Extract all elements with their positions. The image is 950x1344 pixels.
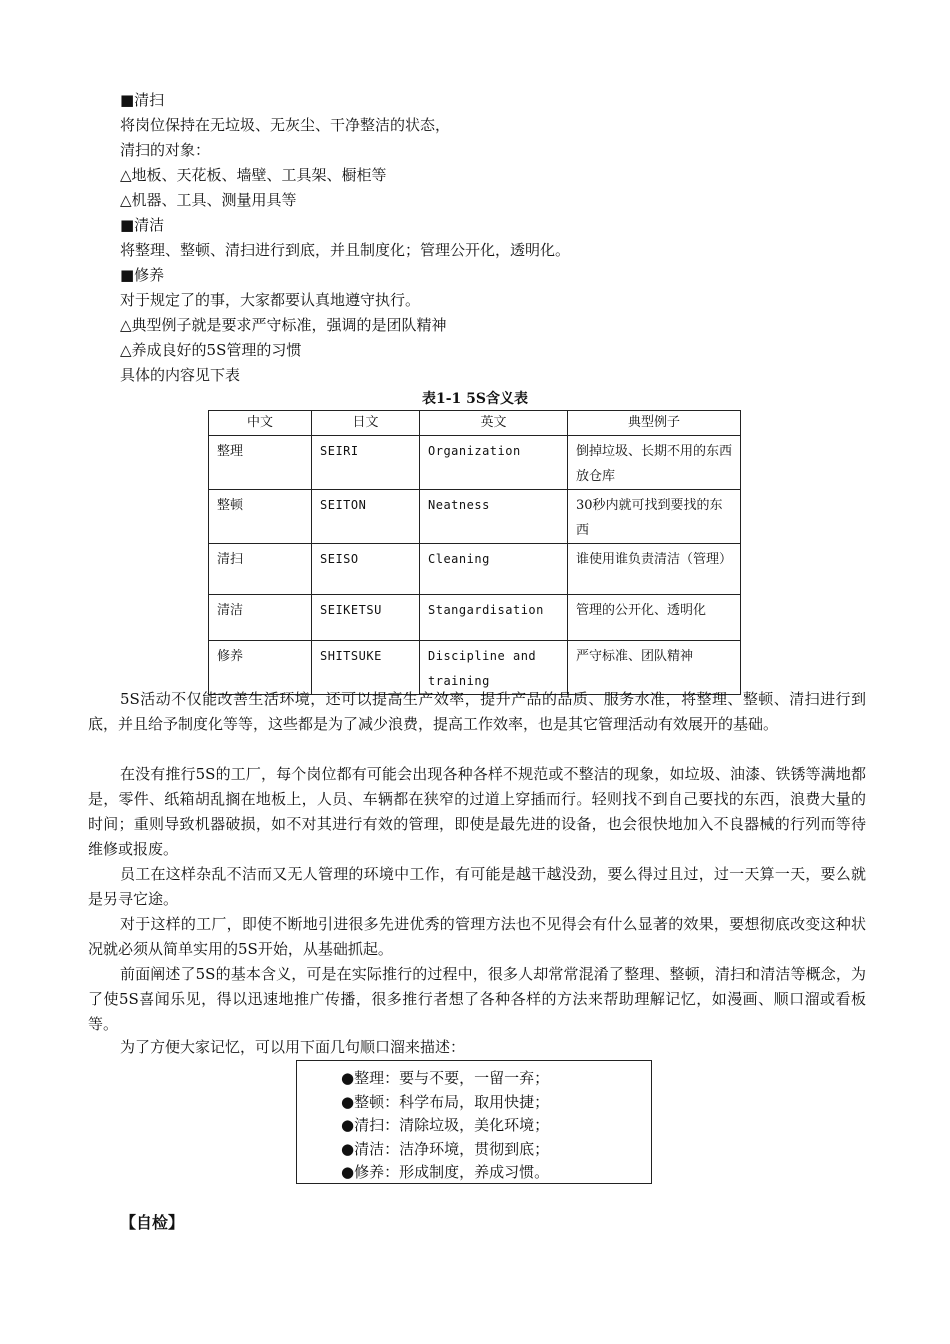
- paragraph: 前面阐述了5S的基本含义，可是在实际推行的过程中，很多人却常常混淆了整理、整顿，清扫和清洁等概念，为了使5S喜闻乐见，得以迅速地推广传播，很多推行者想了各种各样的方法来帮助理解记忆，如漫画、顺口溜或看板等。: [88, 965, 866, 1033]
- cell-chinese: 清扫: [209, 544, 312, 595]
- header-chinese: 中文: [209, 411, 312, 436]
- heading-cleaning: ■清扫: [120, 91, 165, 109]
- cell-english: Discipline and training: [420, 641, 568, 695]
- mnemonic-item: ●整理：要与不要，一留一弃；: [341, 1069, 550, 1087]
- cell-english: Organization: [420, 436, 568, 490]
- mnemonic-item: ●整顿：科学布局，取用快捷；: [341, 1092, 550, 1111]
- paragraph: 员工在这样杂乱不洁而又无人管理的环境中工作，有可能是越干越没劲，要么得过且过，过一天算一天，要么就是另寻它途。: [88, 865, 866, 908]
- cell-japanese: SHITSUKE: [312, 641, 420, 695]
- mnemonic-item: ●清洁：洁净环境，贯彻到底；: [341, 1139, 550, 1158]
- header-japanese: 日文: [312, 411, 420, 436]
- self-check-heading: 【自检】: [120, 1213, 185, 1232]
- cell-japanese: SEISO: [312, 544, 420, 595]
- intro-line: △机器、工具、测量用具等: [120, 191, 297, 209]
- cell-example: 严守标准、团队精神: [568, 641, 741, 695]
- cell-chinese: 清洁: [209, 595, 312, 641]
- table-row: [209, 595, 741, 641]
- cell-english: Neatness: [420, 490, 568, 544]
- heading-discipline: ■修养: [120, 266, 165, 284]
- cell-example: 管理的公开化、透明化: [568, 595, 741, 641]
- 5s-table: [208, 410, 741, 695]
- cell-japanese: SEIKETSU: [312, 595, 420, 641]
- intro-line: 对于规定了的事，大家都要认真地遵守执行。: [120, 291, 421, 309]
- paragraph: 为了方便大家记忆，可以用下面几句顺口溜来描述：: [120, 1038, 466, 1056]
- paragraph: 5S活动不仅能改善生活环境，还可以提高生产效率，提升产品的品质、服务水准，将整理、整顿、清扫进行到底，并且给予制度化等等，这些都是为了减少浪费，提高工作效率，也是其它管理活动有效展开的基础。: [88, 690, 866, 733]
- intro-line: 具体的内容见下表: [120, 366, 241, 384]
- cell-english: Cleaning: [420, 544, 568, 595]
- heading-tidiness: ■清洁: [120, 216, 165, 234]
- paragraph: 对于这样的工厂，即使不断地引进很多先进优秀的管理方法也不见得会有什么显著的效果，要想彻底改变这种状况就必须从简单实用的5S开始，从基础抓起。: [88, 915, 866, 958]
- cell-japanese: SEIRI: [312, 436, 420, 490]
- header-english: 英文: [420, 411, 568, 436]
- intro-line: △养成良好的5S管理的习惯: [120, 341, 302, 359]
- cell-japanese: SEITON: [312, 490, 420, 544]
- cell-chinese: 整理: [209, 436, 312, 490]
- mnemonic-item: ●清扫：清除垃圾，美化环境；: [341, 1116, 550, 1134]
- cell-example: 倒掉垃圾、长期不用的东西放仓库: [568, 436, 741, 490]
- table-header-row: [209, 411, 741, 436]
- cell-chinese: 修养: [209, 641, 312, 695]
- intro-line: 清扫的对象：: [120, 141, 211, 159]
- table-row: [209, 490, 741, 544]
- table-row: [209, 436, 741, 490]
- intro-line: 将岗位保持在无垃圾、无灰尘、干净整洁的状态，: [120, 116, 451, 134]
- paragraph: 在没有推行5S的工厂，每个岗位都有可能会出现各种各样不规范或不整洁的现象，如垃圾、油漆、铁锈等满地都是，零件、纸箱胡乱搁在地板上，人员、车辆都在狭窄的过道上穿插而行。轻则找不到自己要找的东西，浪费大量的时间；重则导致机器破损，如不对其进行有效的管理，即使是最先进的设备，也会很快地加入不良器械的行列而等待维修或报废。: [88, 765, 866, 858]
- cell-example: 谁使用谁负责清洁（管理）: [568, 544, 741, 595]
- header-example: 典型例子: [568, 411, 741, 436]
- intro-line: 将整理、整顿、清扫进行到底，并且制度化；管理公开化，透明化。: [120, 241, 571, 259]
- mnemonic-box: [296, 1060, 652, 1184]
- intro-line: △典型例子就是要求严守标准，强调的是团队精神: [120, 316, 447, 334]
- table-row: [209, 544, 741, 595]
- cell-chinese: 整顿: [209, 490, 312, 544]
- intro-line: △地板、天花板、墙壁、工具架、橱柜等: [120, 166, 387, 184]
- cell-english: Stangardisation: [420, 595, 568, 641]
- mnemonic-item: ●修养：形成制度，养成习惯。: [341, 1163, 550, 1181]
- cell-example: 30秒内就可找到要找的东西: [568, 490, 741, 544]
- table-caption: 表1-1 5S含义表: [421, 391, 529, 407]
